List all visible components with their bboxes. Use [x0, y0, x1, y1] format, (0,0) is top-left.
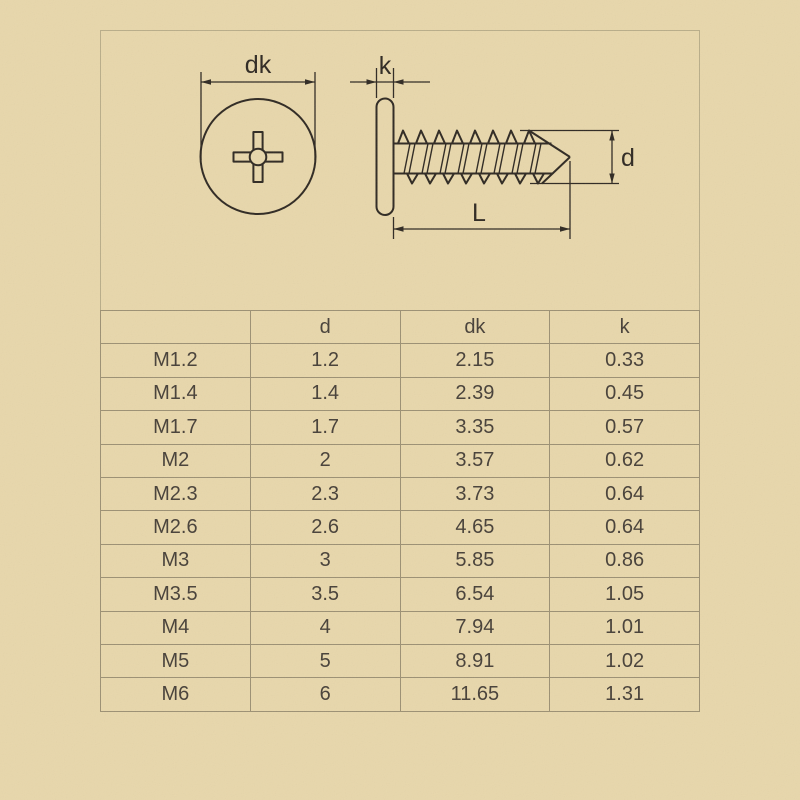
arrowhead-right	[560, 226, 570, 231]
arrowhead-left	[201, 79, 211, 84]
column-header-d: d	[250, 311, 400, 344]
table-row	[101, 678, 700, 711]
dk-cell: 2.39	[400, 377, 550, 410]
table-row	[101, 544, 700, 577]
dk-cell: 8.91	[400, 644, 550, 677]
dk-cell: 3.73	[400, 477, 550, 510]
size-cell: M3	[101, 544, 251, 577]
table-row	[101, 444, 700, 477]
dk-cell: 3.57	[400, 444, 550, 477]
d-cell: 2.3	[250, 477, 400, 510]
table-row	[101, 644, 700, 677]
table-row	[101, 377, 700, 410]
d-cell: 1.7	[250, 411, 400, 444]
screw-technical-drawing	[100, 30, 700, 310]
head-front-view	[201, 99, 316, 214]
dk-cell: 3.35	[400, 411, 550, 444]
screw-tip	[529, 131, 570, 184]
size-cell: M1.2	[101, 344, 251, 377]
dk-dimension-label: dk	[244, 51, 272, 79]
table-header-row	[101, 311, 700, 344]
dk-cell: 6.54	[400, 578, 550, 611]
d-cell: 3.5	[250, 578, 400, 611]
spec-table	[100, 310, 700, 712]
table-row	[101, 477, 700, 510]
size-cell: M2.3	[101, 477, 251, 510]
column-header-dk: dk	[400, 311, 550, 344]
d-cell: 1.4	[250, 377, 400, 410]
dk-cell: 2.15	[400, 344, 550, 377]
size-cell: M2.6	[101, 511, 251, 544]
arrowhead-left	[367, 79, 377, 84]
d-cell: 2	[250, 444, 400, 477]
k-cell: 1.01	[550, 611, 700, 644]
table-row	[101, 344, 700, 377]
k-cell: 0.64	[550, 511, 700, 544]
dk-cell: 4.65	[400, 511, 550, 544]
dk-dimension	[201, 51, 315, 160]
table-row	[101, 578, 700, 611]
thread-flank-lines	[404, 144, 541, 174]
arrowhead-up	[609, 131, 614, 141]
dk-cell: 5.85	[400, 544, 550, 577]
k-cell: 1.31	[550, 678, 700, 711]
arrowhead-left	[394, 226, 404, 231]
size-cell: M4	[101, 611, 251, 644]
l-dimension-label: L	[472, 199, 486, 227]
k-cell: 0.45	[550, 377, 700, 410]
k-dimension	[350, 52, 430, 98]
k-dimension-label: k	[378, 52, 392, 80]
d-cell: 2.6	[250, 511, 400, 544]
k-cell: 0.62	[550, 444, 700, 477]
k-cell: 0.57	[550, 411, 700, 444]
table-row	[101, 611, 700, 644]
thread-teeth-bottom	[407, 174, 544, 184]
table-row	[101, 511, 700, 544]
arrowhead-down	[609, 174, 614, 184]
column-header-size	[101, 311, 251, 344]
d-cell: 3	[250, 544, 400, 577]
size-cell: M3.5	[101, 578, 251, 611]
size-cell: M5	[101, 644, 251, 677]
dk-cell: 11.65	[400, 678, 550, 711]
d-cell: 6	[250, 678, 400, 711]
d-dimension	[520, 131, 635, 184]
size-cell: M6	[101, 678, 251, 711]
column-header-k: k	[550, 311, 700, 344]
arrowhead-right	[394, 79, 404, 84]
screw-side-view	[377, 99, 571, 216]
size-cell: M1.7	[101, 411, 251, 444]
wafer-head-side	[377, 99, 394, 216]
size-cell: M2	[101, 444, 251, 477]
d-dimension-label: d	[621, 144, 635, 172]
d-cell: 1.2	[250, 344, 400, 377]
k-cell: 0.33	[550, 344, 700, 377]
table-row	[101, 411, 700, 444]
arrowhead-right	[305, 79, 315, 84]
dk-cell: 7.94	[400, 611, 550, 644]
k-cell: 1.05	[550, 578, 700, 611]
k-cell: 0.86	[550, 544, 700, 577]
cross-center-circle	[250, 149, 267, 166]
k-cell: 0.64	[550, 477, 700, 510]
size-cell: M1.4	[101, 377, 251, 410]
k-cell: 1.02	[550, 644, 700, 677]
thread-teeth-top	[398, 131, 535, 144]
d-cell: 5	[250, 644, 400, 677]
d-cell: 4	[250, 611, 400, 644]
